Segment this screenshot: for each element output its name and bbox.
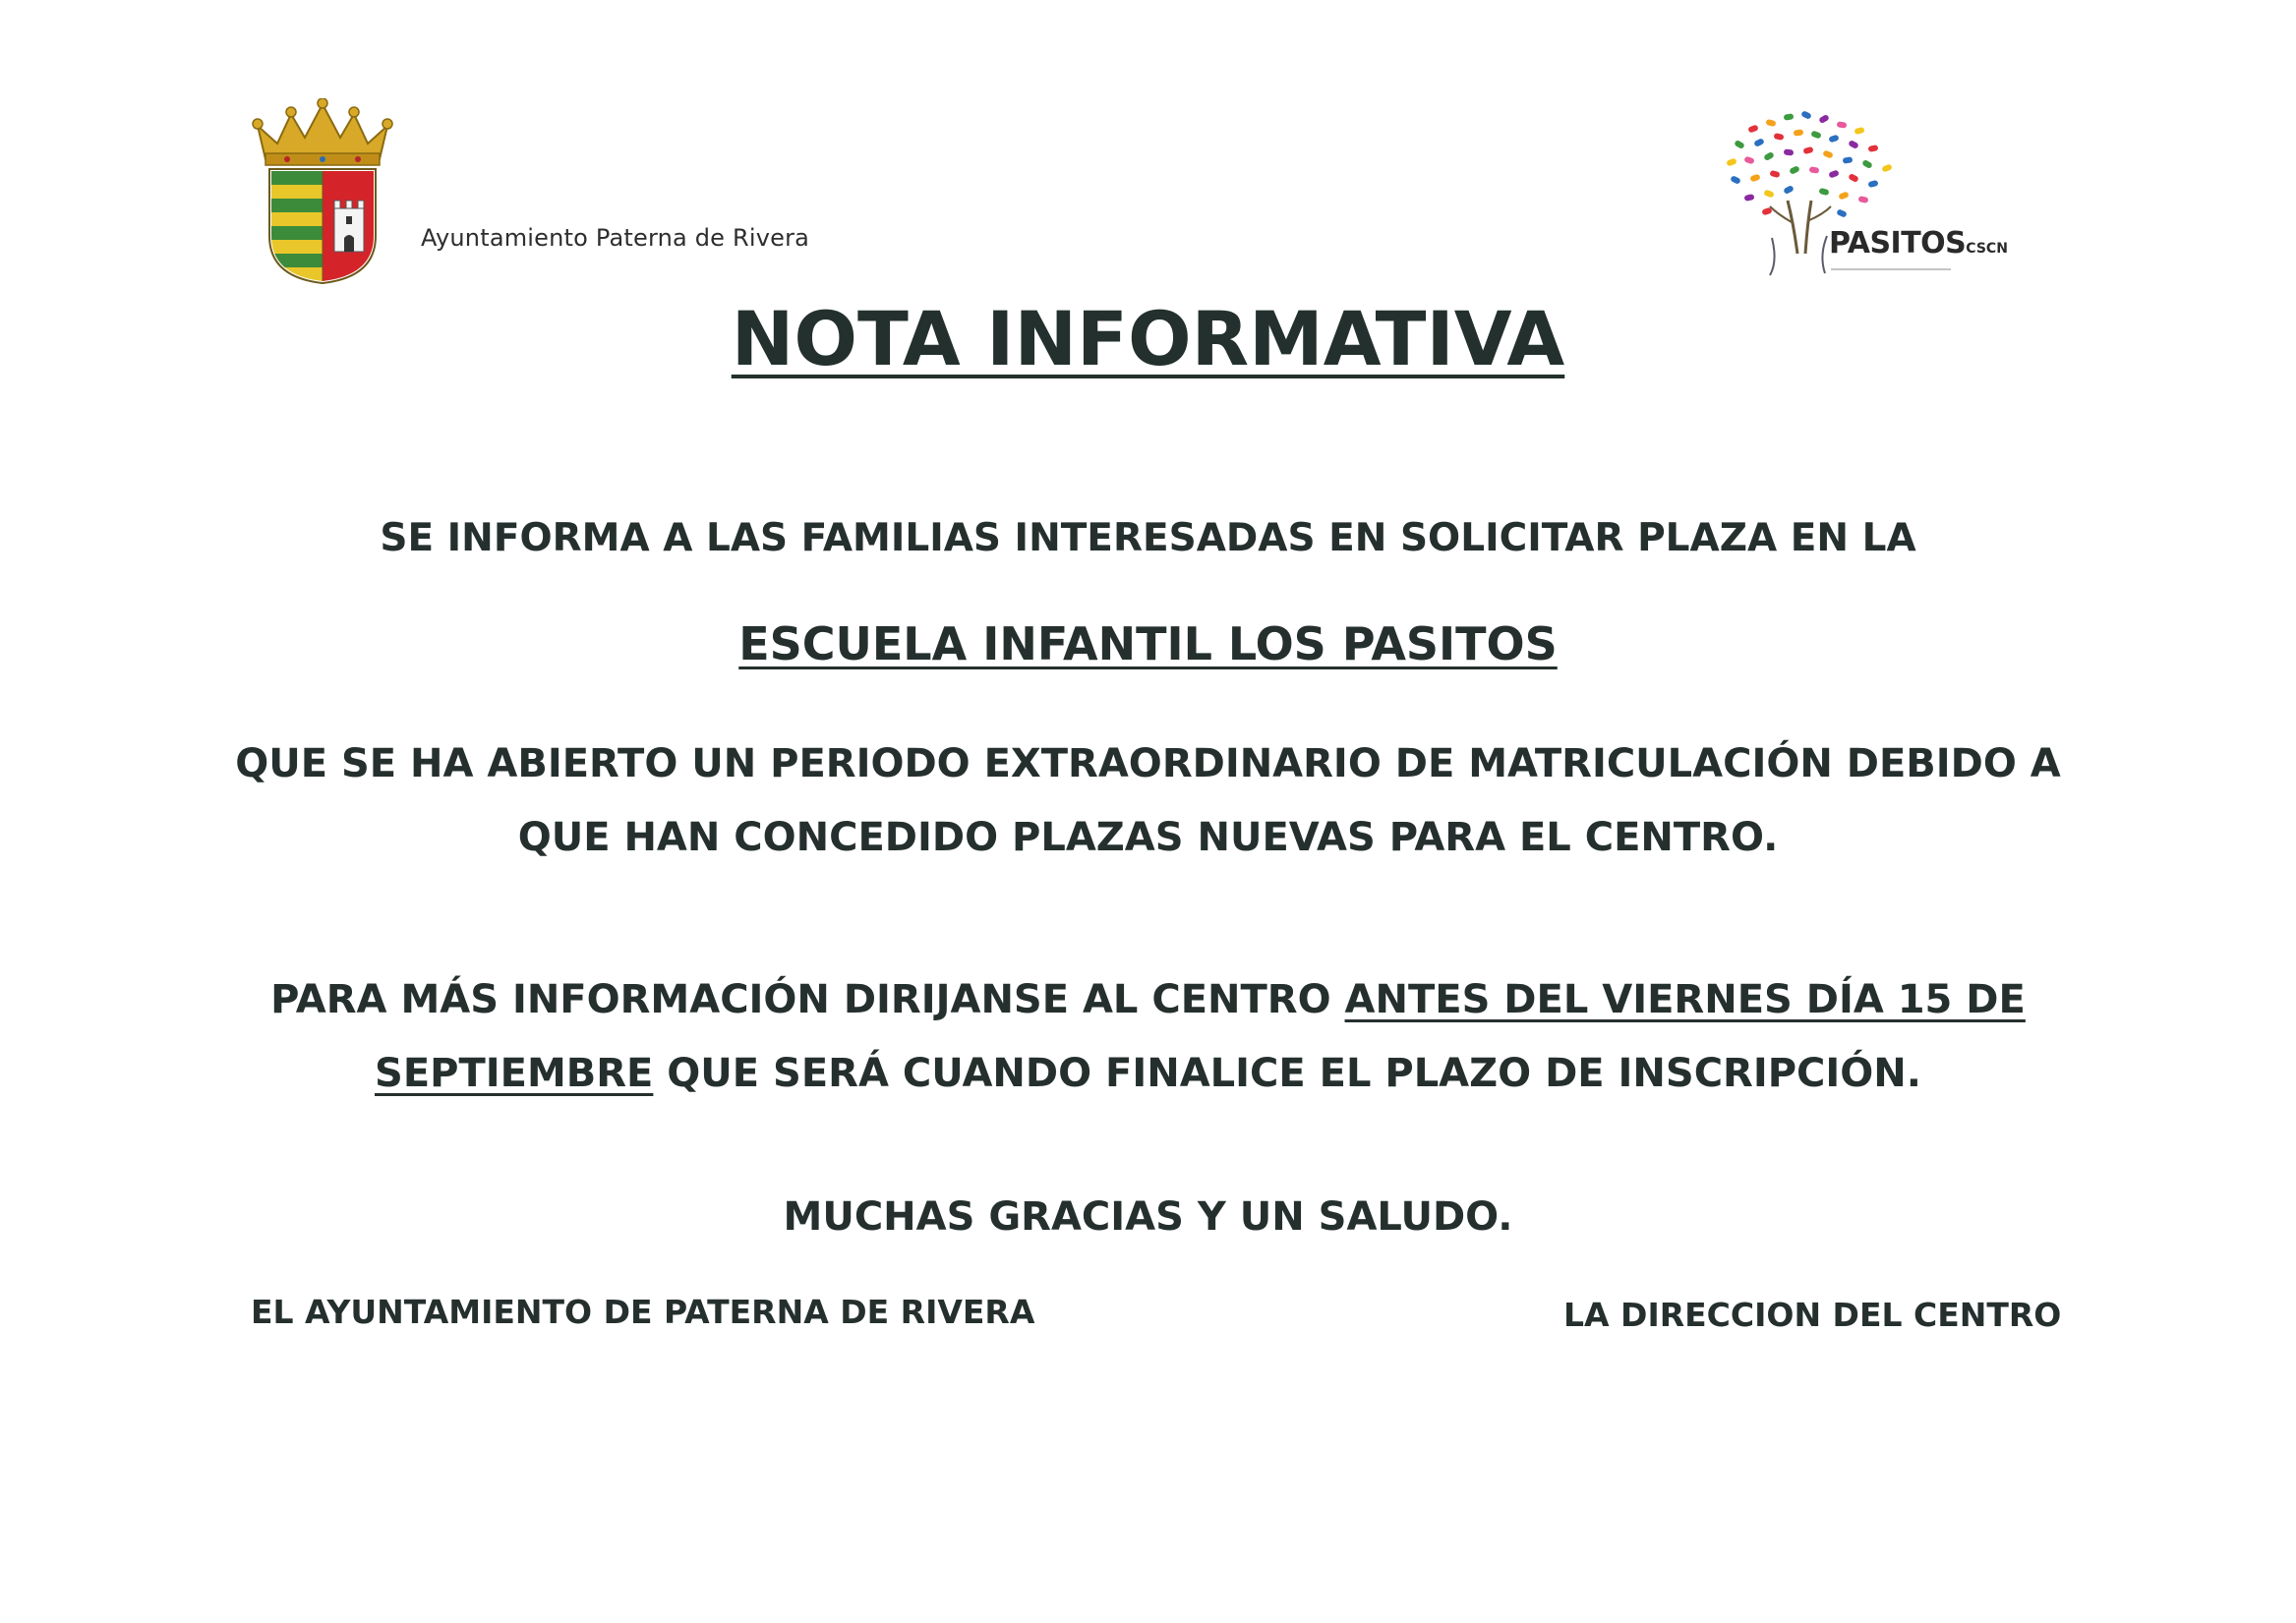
info-suffix: QUE SERÁ CUANDO FINALICE EL PLAZO DE INSCRIPCIÓN.	[653, 1051, 1921, 1096]
announcement-line-1: QUE SE HA ABIERTO UN PERIODO EXTRAORDINARIO DE MATRICULACIÓN DEBIDO A	[235, 741, 2061, 786]
logo-name: PASITOS	[1829, 226, 1967, 261]
school-name: ESCUELA INFANTIL LOS PASITOS	[738, 617, 1558, 670]
title-text: NOTA INFORMATIVA	[731, 295, 1565, 382]
info-deadline-b: SEPTIEMBRE	[375, 1051, 654, 1096]
page-title	[0, 295, 2296, 382]
info-prefix: PARA MÁS INFORMACIÓN DIRIJANSE AL CENTRO	[270, 977, 1345, 1022]
organization-name: Ayuntamiento Paterna de Rivera	[421, 224, 810, 252]
coat-of-arms-icon	[248, 98, 397, 285]
tree-trunk-icon	[1770, 201, 1831, 275]
signature-right: LA DIRECCION DEL CENTRO	[1563, 1296, 2062, 1334]
info-line-1	[0, 963, 2296, 1037]
crown-icon	[253, 98, 392, 165]
pasitos-logo-text	[1829, 226, 2008, 261]
info-line-2	[0, 1037, 2296, 1111]
announcement-paragraph	[0, 727, 2296, 875]
intro-line: SE INFORMA A LAS FAMILIAS INTERESADAS EN SOLICITAR PLAZA EN LA	[380, 516, 1916, 560]
announcement-line-2: QUE HAN CONCEDIDO PLAZAS NUEVAS PARA EL CENTRO.	[517, 815, 1779, 860]
info-paragraph	[0, 963, 2296, 1111]
signature-left: EL AYUNTAMIENTO DE PATERNA DE RIVERA	[251, 1293, 1035, 1331]
logo-suffix: CSCN	[1966, 241, 2008, 257]
info-deadline-a: ANTES DEL VIERNES DÍA 15 DE	[1344, 977, 2026, 1022]
tree-canopy-icon	[1726, 110, 1892, 218]
school-name-line	[0, 617, 2296, 670]
closing-line: MUCHAS GRACIAS Y UN SALUDO.	[783, 1194, 1513, 1240]
shield-icon	[269, 169, 376, 283]
